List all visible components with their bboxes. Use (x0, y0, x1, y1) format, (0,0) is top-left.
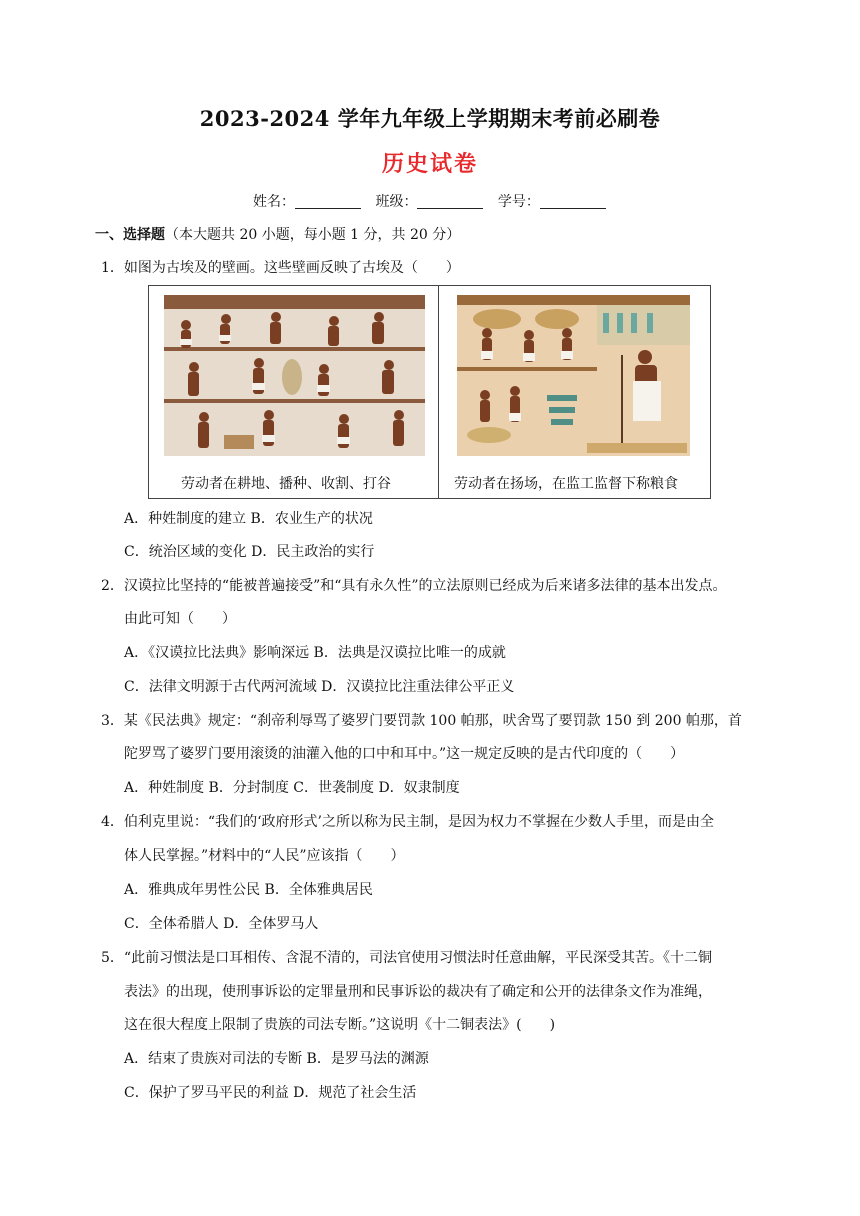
mural-image-grain (457, 295, 690, 456)
question-4-options-ab[interactable]: A．雅典成年男性公民 B．全体雅典居民 (124, 882, 373, 898)
id-label: 学号： (497, 194, 540, 210)
class-label: 班级： (375, 194, 418, 210)
question-5-options-cd[interactable]: C．保护了罗马平民的利益 D．规范了社会生活 (124, 1085, 417, 1101)
exam-title: 2023-2024 学年九年级上学期期末考前必刷卷 (199, 106, 661, 131)
question-5-options-ab[interactable]: A．结束了贵族对司法的专断 B．是罗马法的渊源 (124, 1051, 429, 1067)
question-3-options[interactable]: A．种姓制度 B．分封制度 C．世袭制度 D．奴隶制度 (124, 780, 460, 796)
mural-image-farming (164, 295, 425, 456)
question-2-stem-line-2: 由此可知（ ） (124, 611, 236, 627)
section-note: （本大题共 20 小题，每小题 1 分，共 20 分） (165, 227, 461, 243)
figure-right-caption: 劳动者在扬场，在监工监督下称粮食 (454, 476, 678, 492)
figure-divider (438, 286, 439, 498)
name-blank[interactable] (295, 194, 361, 209)
question-4-stem-line-1: 4．伯利克里说：“我们的‘政府形式’之所以称为民主制，是因为权力不掌握在少数人手里，而是由全 (101, 814, 714, 830)
question-4-stem-line-2: 体人民掌握。”材料中的“人民”应该指（ ） (124, 848, 405, 864)
question-3-stem-line-2: 陀罗骂了婆罗门要用滚烫的油灌入他的口中和耳中。”这一规定反映的是古代印度的（ ） (124, 746, 685, 762)
question-5-stem-line-2: 表法》的出现，使刑事诉讼的定罪量刑和民事诉讼的裁决有了确定和公开的法律条文作为准绳， (124, 984, 712, 1000)
name-label: 姓名： (253, 194, 295, 210)
student-info-row (253, 191, 616, 211)
question-5-stem-line-1: 5．“此前习惯法是口耳相传、含混不清的，司法官使用习惯法时任意曲解，平民深受其苦。《十二铜 (101, 950, 713, 966)
question-2-options-ab[interactable]: A．《汉谟拉比法典》影响深远 B．法典是汉谟拉比唯一的成就 (124, 645, 506, 661)
question-1-stem: 1．如图为古埃及的壁画。这些壁画反映了古埃及（ ） (101, 260, 460, 276)
class-blank[interactable] (417, 194, 483, 209)
question-3-stem-line-1: 3．某《民法典》规定：“刹帝利辱骂了婆罗门要罚款 100 帕那，吠舍骂了要罚款 150 到 200 帕那，首 (101, 713, 742, 729)
question-1-figure (148, 285, 711, 499)
question-5-stem-line-3: 这在很大程度上限制了贵族的司法专断。”这说明《十二铜表法》( ) (124, 1017, 556, 1033)
question-1-options-cd[interactable]: C．统治区域的变化 D．民主政治的实行 (124, 544, 375, 560)
section-heading: 一、选择题 (95, 227, 165, 243)
question-2-options-cd[interactable]: C．法律文明源于古代两河流域 D．汉谟拉比注重法律公平正义 (124, 679, 515, 695)
figure-left-caption: 劳动者在耕地、播种、收割、打谷 (181, 476, 391, 492)
question-2-stem-line-1: 2．汉谟拉比坚持的“能被普遍接受”和“具有永久性”的立法原则已经成为后来诸多法律的基本出发点。 (101, 578, 727, 594)
exam-subject: 历史试卷 (381, 151, 478, 177)
section-heading-row (95, 226, 460, 244)
id-blank[interactable] (540, 194, 606, 209)
question-4-options-cd[interactable]: C．全体希腊人 D．全体罗马人 (124, 916, 319, 932)
question-1-options-ab[interactable]: A．种姓制度的建立 B．农业生产的状况 (124, 511, 373, 527)
